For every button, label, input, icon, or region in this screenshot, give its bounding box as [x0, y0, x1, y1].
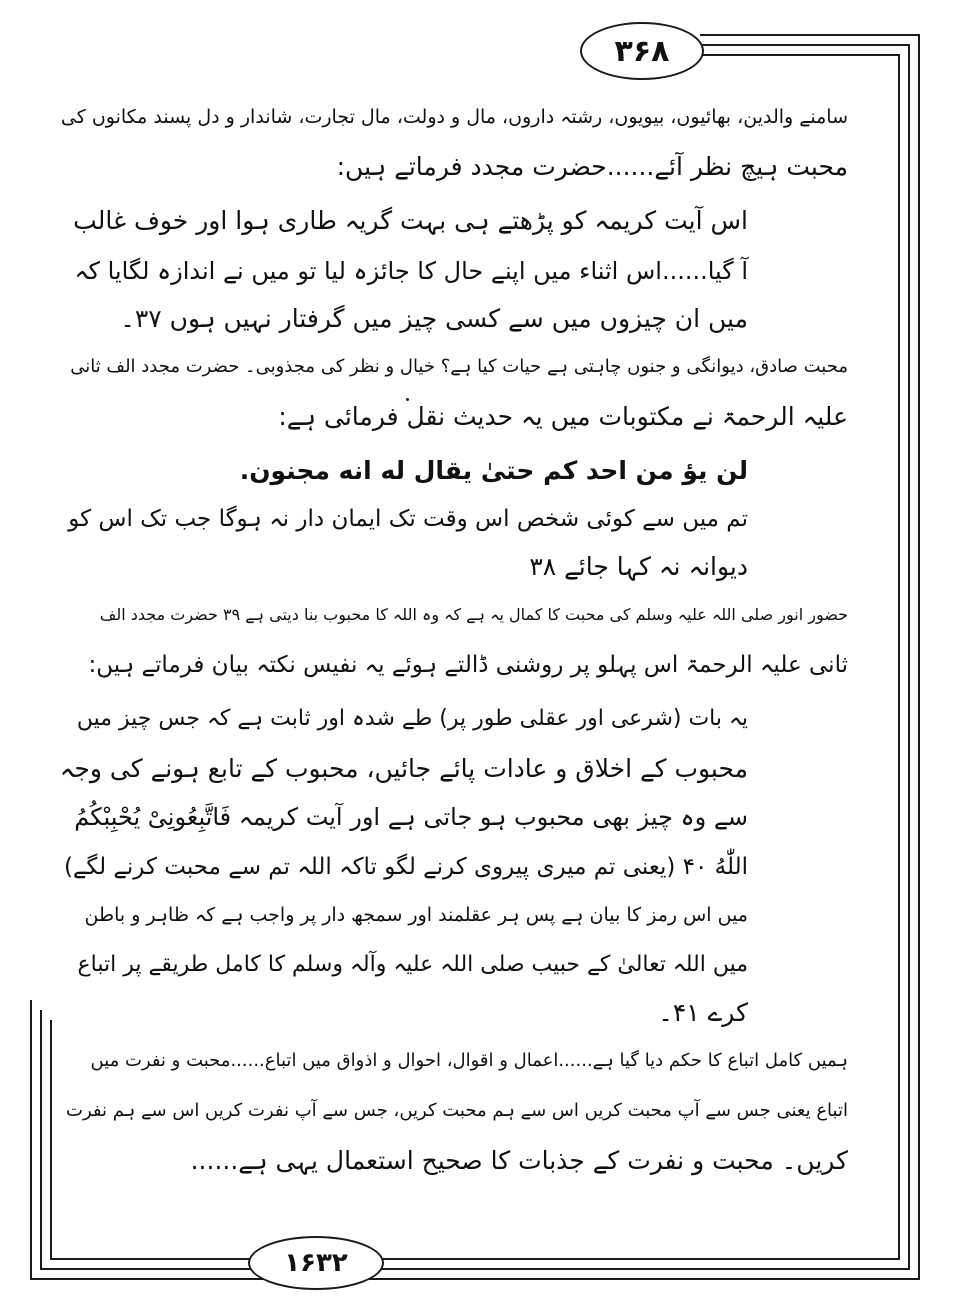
hadith-arabic: لن یؤ من احد کم حتیٰ یقال له انه مجنون. [239, 456, 748, 485]
quote1-line-1: اس آیت کریمہ کو پڑھتے ہی بہت گریہ طاری ہوا اور خوف غالب [73, 206, 748, 235]
quote2-line-2: محبوب کے اخلاق و عادات پائے جائیں، محبوب کے تابع ہونے کی وجہ [59, 754, 748, 783]
quote2-line-7: کرے ۴۱۔ [658, 998, 748, 1027]
frame-right-line-3 [898, 54, 900, 1259]
para2-line-2: علیہ الرحمۃ نے مکتوبات میں یہ حدیث نقل فرمائی ہے: [278, 402, 848, 431]
para4-line-1: ہمیں کامل اتباع کا حکم دیا گیا ہے......اعمال و اقوال، احوال و اذواق میں اتباع......محبت و نفرت میں [90, 1050, 848, 1071]
frame-bottom-line-2 [40, 1268, 910, 1270]
frame-bottom-line-1 [30, 1278, 920, 1280]
para1-line-1: سامنے والدین، بھائیوں، بیویوں، رشتہ داروں، مال و دولت، مال تجارت، شاندار و دل پسند مکانوں کی [60, 106, 848, 128]
footer-page-number: ۱۶۳۲ [248, 1236, 384, 1290]
quote2-line-6: میں اللہ تعالیٰ کے حبیب صلی اللہ علیہ وآلہ وسلم کا کامل طریقے پر اتباع [77, 952, 748, 977]
para4-line-3: کریں۔ محبت و نفرت کے جذبات کا صحیح استعمال یہی ہے...... [190, 1146, 848, 1175]
quote2-line-3: سے وہ چیز بھی محبوب ہو جاتی ہے اور آیت کریمہ فَاتَّبِعُونِیْ یُحْبِبْكُمُ [74, 803, 748, 831]
quote2-line-4: اللّٰهُ ۴۰ (یعنی تم میری پیروی کرنے لگو تاکہ اللہ تم سے محبت کرنے لگے) [63, 854, 748, 880]
hadith-translation-line-2: دیوانہ نہ کہا جائے ۳۸ [529, 552, 748, 581]
quote2-line-1: یہ بات (شرعی اور عقلی طور پر) طے شدہ اور ثابت ہے کہ جس چیز میں [76, 706, 748, 731]
para3-line-2: ثانی علیہ الرحمۃ اس پہلو پر روشنی ڈالتے ہوئے یہ نفیس نکتہ بیان فرماتے ہیں: [88, 652, 848, 678]
frame-left-line-1 [30, 1000, 32, 1280]
frame-right-line-1 [918, 34, 920, 1279]
para3-line-1: حضور انور صلی اللہ علیہ وسلم کی محبت کا کمال یہ ہے کہ وہ اللہ کا محبوب بنا دیتی ہے ۳۹ حضرت مجدد الف [99, 605, 848, 624]
quote1-line-2: آ گیا......اس اثناء میں اپنے حال کا جائزہ لیا تو میں نے اندازہ لگایا کہ [74, 257, 748, 285]
frame-top-line-1 [700, 34, 920, 36]
header-page-number: ۳۶۸ [580, 22, 704, 80]
print-speck [406, 398, 409, 401]
quote1-line-3: میں ان چیزوں میں سے کسی چیز میں گرفتار نہیں ہوں ۳۷۔ [120, 304, 748, 333]
quote2-line-5: میں اس رمز کا بیان ہے پس ہر عقلمند اور سمجھ دار پر واجب ہے کہ ظاہر و باطن [84, 904, 748, 926]
para1-line-2: محبت ہیچ نظر آئے......حضرت مجدد فرماتے ہیں: [336, 152, 848, 181]
frame-left-line-3 [50, 1020, 52, 1260]
frame-top-line-3 [700, 54, 900, 56]
hadith-translation-line-1: تم میں سے کوئی شخص اس وقت تک ایمان دار نہ ہوگا جب تک اس کو [68, 506, 748, 532]
para4-line-2: اتباع یعنی جس سے آپ محبت کریں اس سے ہم محبت کریں، جس سے آپ نفرت کریں اس سے ہم نفرت [66, 1100, 848, 1121]
frame-left-line-2 [40, 1010, 42, 1270]
frame-right-line-2 [908, 44, 910, 1269]
frame-top-line-2 [700, 44, 910, 46]
para2-line-1: محبت صادق، دیوانگی و جنوں چاہتی ہے حیات کیا ہے؟ خیال و نظر کی مجذوبی۔ حضرت مجدد الف ثانی [70, 356, 848, 377]
frame-bottom-line-3 [50, 1258, 900, 1260]
